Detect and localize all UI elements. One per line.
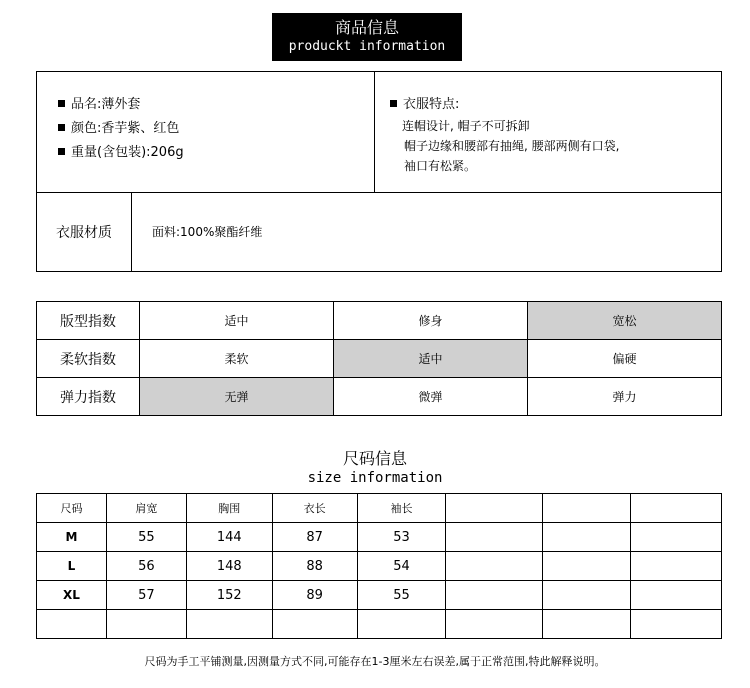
- index-option: 偏硬: [528, 340, 722, 378]
- table-cell: [543, 610, 631, 639]
- features-heading: [390, 93, 459, 117]
- index-option-selected: 适中: [334, 340, 528, 378]
- index-option: 弹力: [528, 378, 722, 416]
- product-color: 颜色:香芋紫、红色: [71, 121, 180, 136]
- table-row: [37, 378, 722, 416]
- index-option: 柔软: [140, 340, 334, 378]
- table-cell: [106, 610, 186, 639]
- index-label: 版型指数: [37, 302, 140, 340]
- table-header-row: [37, 494, 722, 523]
- measurement-note: 尺码为手工平铺测量,因测量方式不同,可能存在1-3厘米左右误差,属于正常范围,特此解释说明。: [144, 655, 606, 668]
- table-row: [37, 552, 722, 581]
- badge-title-cn: 商品信息: [334, 18, 399, 37]
- badge-title-en: produckt information: [288, 39, 446, 54]
- feature-line: 帽子边缘和腰部有抽绳, 腰部两侧有口袋,: [404, 139, 620, 153]
- table-row: [37, 302, 722, 340]
- features-list: [402, 116, 619, 176]
- size-cell: [37, 610, 107, 639]
- table-cell: 148: [186, 552, 272, 581]
- size-title-en: size information: [307, 470, 443, 486]
- header-cell: [631, 494, 722, 523]
- header-cell: 衣长: [272, 494, 357, 523]
- table-cell: [543, 581, 631, 610]
- feature-line: 连帽设计, 帽子不可拆卸: [402, 119, 530, 133]
- product-info-badge: [272, 13, 462, 61]
- table-row: [37, 340, 722, 378]
- table-cell: 89: [272, 581, 357, 610]
- table-cell: [186, 610, 272, 639]
- info-divider-vertical: [374, 71, 375, 192]
- table-cell: [543, 523, 631, 552]
- size-table: [36, 493, 722, 639]
- bullet-icon: [58, 100, 65, 107]
- header-cell: 尺码: [37, 494, 107, 523]
- size-section-title: [0, 449, 750, 487]
- table-cell: 55: [106, 523, 186, 552]
- table-cell: [631, 610, 722, 639]
- table-cell: [272, 610, 357, 639]
- info-divider-horizontal: [36, 192, 722, 193]
- table-row: [37, 610, 722, 639]
- table-cell: 88: [272, 552, 357, 581]
- bullet-icon: [58, 124, 65, 131]
- table-cell: [446, 552, 543, 581]
- table-row: [37, 581, 722, 610]
- index-label: 柔软指数: [37, 340, 140, 378]
- index-option: 微弹: [334, 378, 528, 416]
- table-row: [37, 523, 722, 552]
- size-cell: M: [37, 523, 107, 552]
- header-cell: 胸围: [186, 494, 272, 523]
- table-cell: 144: [186, 523, 272, 552]
- table-cell: 57: [106, 581, 186, 610]
- table-cell: 56: [106, 552, 186, 581]
- material-value: 面料:100%聚酯纤维: [152, 225, 263, 239]
- table-cell: 87: [272, 523, 357, 552]
- bullet-icon: [58, 148, 65, 155]
- header-cell: [446, 494, 543, 523]
- table-cell: [357, 610, 446, 639]
- list-item: [58, 141, 184, 165]
- table-cell: [631, 552, 722, 581]
- index-table: [36, 301, 722, 416]
- product-name: 品名:薄外套: [71, 97, 141, 112]
- header-cell: 肩宽: [106, 494, 186, 523]
- index-option-selected: 宽松: [528, 302, 722, 340]
- table-cell: [543, 552, 631, 581]
- size-cell: L: [37, 552, 107, 581]
- table-cell: [446, 581, 543, 610]
- size-cell: XL: [37, 581, 107, 610]
- table-cell: [446, 610, 543, 639]
- features-title: 衣服特点:: [403, 97, 460, 112]
- table-cell: [631, 523, 722, 552]
- basic-info-list: [58, 93, 184, 165]
- bullet-icon: [390, 100, 397, 107]
- header-cell: [543, 494, 631, 523]
- index-option: 修身: [334, 302, 528, 340]
- size-title-cn: 尺码信息: [342, 449, 407, 468]
- table-cell: [446, 523, 543, 552]
- table-cell: 54: [357, 552, 446, 581]
- index-option-selected: 无弹: [140, 378, 334, 416]
- list-item: [58, 93, 184, 117]
- table-cell: [631, 581, 722, 610]
- table-cell: 55: [357, 581, 446, 610]
- header-cell: 袖长: [357, 494, 446, 523]
- index-option: 适中: [140, 302, 334, 340]
- feature-line: 袖口有松紧。: [404, 159, 477, 173]
- material-label: 衣服材质: [56, 225, 112, 241]
- index-label: 弹力指数: [37, 378, 140, 416]
- product-weight: 重量(含包装):206g: [71, 145, 184, 160]
- list-item: [58, 117, 184, 141]
- table-cell: 53: [357, 523, 446, 552]
- table-cell: 152: [186, 581, 272, 610]
